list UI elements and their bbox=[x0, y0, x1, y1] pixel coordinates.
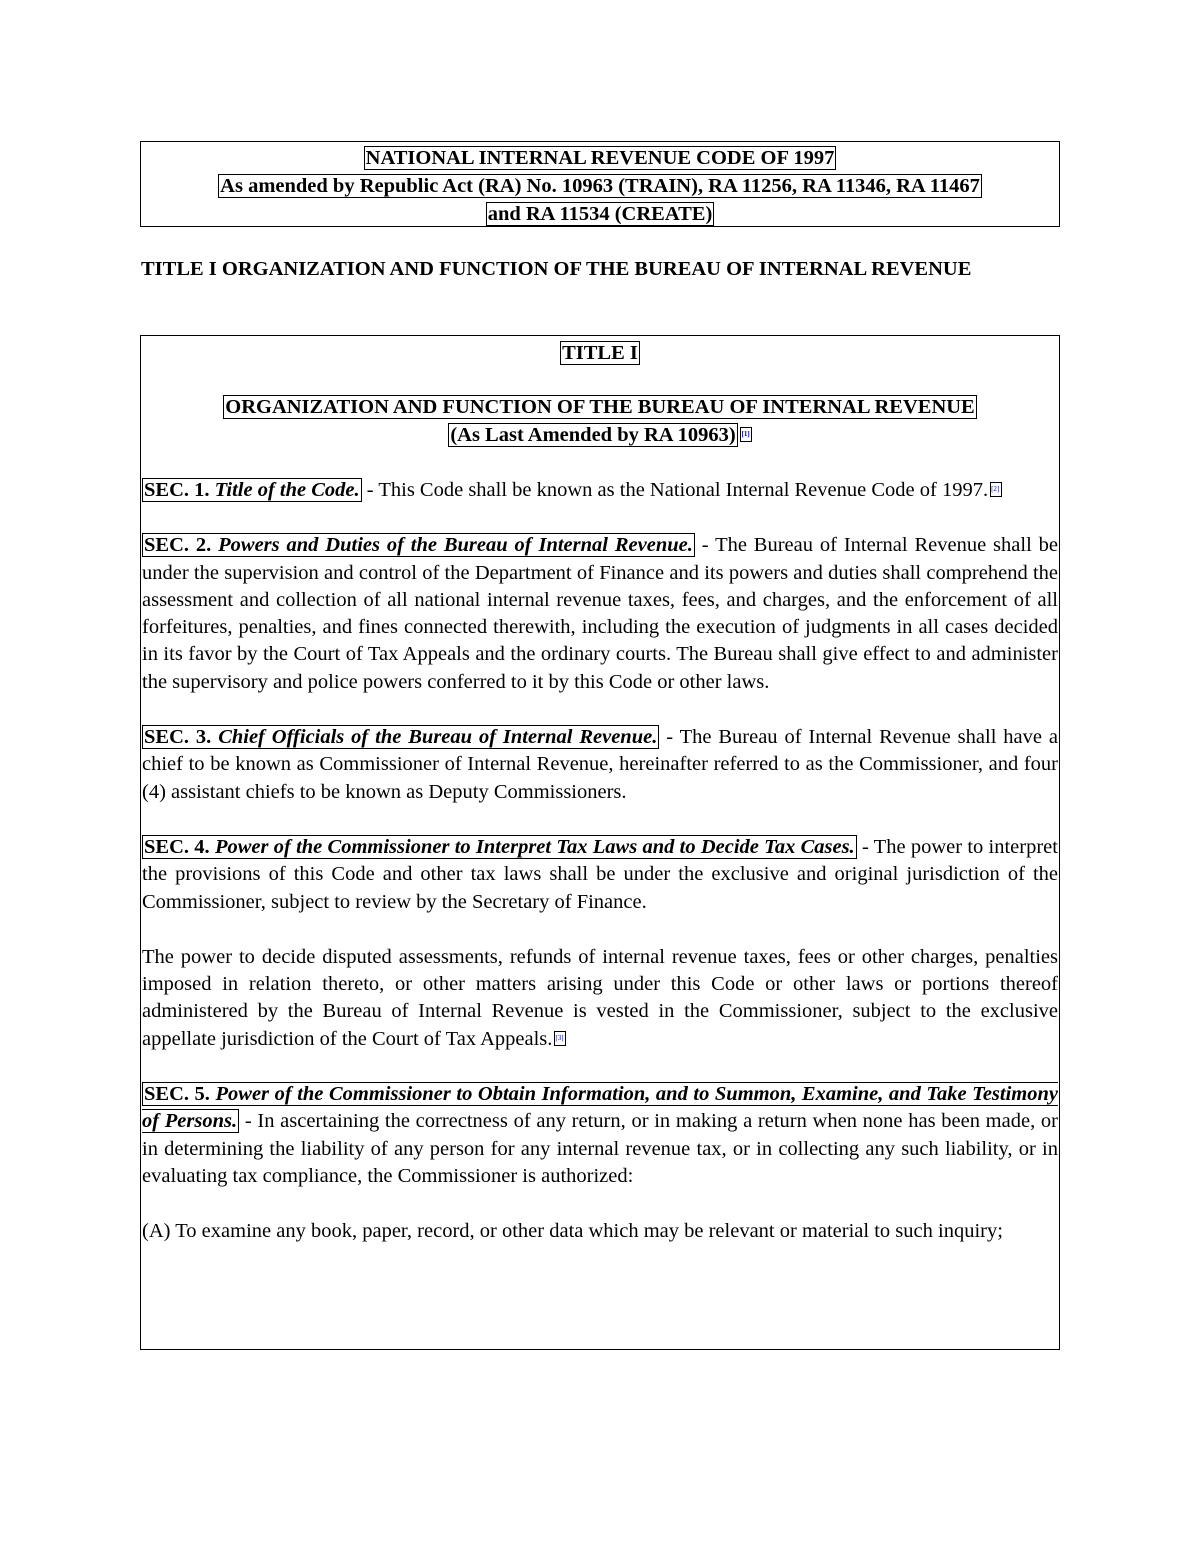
document-header bbox=[140, 141, 1060, 227]
sec5-title: Power of the Commissioner to Obtain Information, and to Summon, Examine, and Take Testimony of Persons. bbox=[142, 1083, 1058, 1133]
sec1-number: SEC. 1. bbox=[144, 479, 210, 501]
sec2-number: SEC. 2. bbox=[144, 534, 212, 557]
title-label: TITLE I bbox=[562, 342, 638, 364]
section-5-item-a: (A) To examine any book, paper, record, or other data which may be relevant or material to such inquiry; bbox=[142, 1220, 1003, 1243]
sec4-text: - The power to interpret the provisions of this Code and other tax laws shall be under the exclusive and original jurisdiction of the Commissioner, subject to review by the Secretary of Finance. bbox=[142, 835, 1058, 913]
section-1 bbox=[142, 477, 1058, 504]
sec4-number: SEC. 4. bbox=[144, 835, 210, 858]
section-2 bbox=[142, 532, 1058, 696]
footnote-link-1[interactable]: [1] bbox=[740, 427, 752, 442]
section-5 bbox=[142, 1081, 1058, 1190]
header-line-2: As amended by Republic Act (RA) No. 10963 (TRAIN), RA 11256, RA 11346, RA 11467 bbox=[220, 175, 980, 197]
sec3-text: - The Bureau of Internal Revenue shall have a chief to be known as Commissioner of Internal Revenue, hereinafter referred to as the Commissioner, and four (4) assistant chiefs to be known as Deputy Commissioners. bbox=[142, 726, 1058, 803]
header-line-3: and RA 11534 (CREATE) bbox=[487, 203, 713, 225]
sec4-title: Power of the Commissioner to Interpret Tax Laws and to Decide Tax Cases. bbox=[214, 835, 855, 858]
section-4 bbox=[142, 834, 1058, 916]
sec5-text: - In ascertaining the correctness of any return, or in making a return when none has been made, or in determining the liability of any person for any internal revenue tax, or in collecting any such liability, or in evaluating tax compliance, the Commissioner is authorized: bbox=[142, 1110, 1058, 1187]
footnote-link-2[interactable]: [2] bbox=[990, 482, 1002, 497]
section-subtitle: ORGANIZATION AND FUNCTION OF THE BUREAU OF INTERNAL REVENUE bbox=[225, 396, 975, 418]
sec3-title: Chief Officials of the Bureau of Internal Revenue. bbox=[218, 726, 658, 749]
amendment-note: (As Last Amended by RA 10963) bbox=[450, 424, 736, 446]
sec1-title: Title of the Code. bbox=[214, 479, 360, 501]
footnote-link-3[interactable]: [3] bbox=[554, 1031, 566, 1046]
sec2-title: Powers and Duties of the Bureau of Internal Revenue. bbox=[218, 534, 693, 557]
main-content-box bbox=[140, 335, 1060, 1350]
title-heading: TITLE I ORGANIZATION AND FUNCTION OF THE BUREAU OF INTERNAL REVENUE bbox=[141, 258, 972, 280]
sec3-number: SEC. 3. bbox=[144, 726, 212, 749]
sec5-number: SEC. 5. bbox=[144, 1083, 210, 1106]
sec4-p2-text: The power to decide disputed assessments, refunds of internal revenue taxes, fees or other charges, penalties imposed in relation thereto, or other matters arising under this Code or other laws or portions thereof administered by the Bureau of Internal Revenue is vested in the Commissioner, subject to the exclusive appellate jurisdiction of the Court of Tax Appeals. bbox=[142, 945, 1058, 1050]
sec2-text: - The Bureau of Internal Revenue shall be under the supervision and control of the Department of Finance and its powers and duties shall comprehend the assessment and collection of all national internal revenue taxes, fees, and charges, and the enforcement of all forfeitures, penalties, and fines connected therewith, including the execution of judgments in all cases decided in its favor by the Court of Tax Appeals and the ordinary courts. The Bureau shall give effect to and administer the supervisory and police powers conferred to it by this Code or other laws. bbox=[142, 534, 1058, 693]
sec1-text: - This Code shall be known as the National Internal Revenue Code of 1997. bbox=[361, 479, 989, 501]
section-4-paragraph-2 bbox=[142, 944, 1058, 1053]
header-line-1: NATIONAL INTERNAL REVENUE CODE OF 1997 bbox=[365, 147, 835, 169]
section-3 bbox=[142, 724, 1058, 806]
